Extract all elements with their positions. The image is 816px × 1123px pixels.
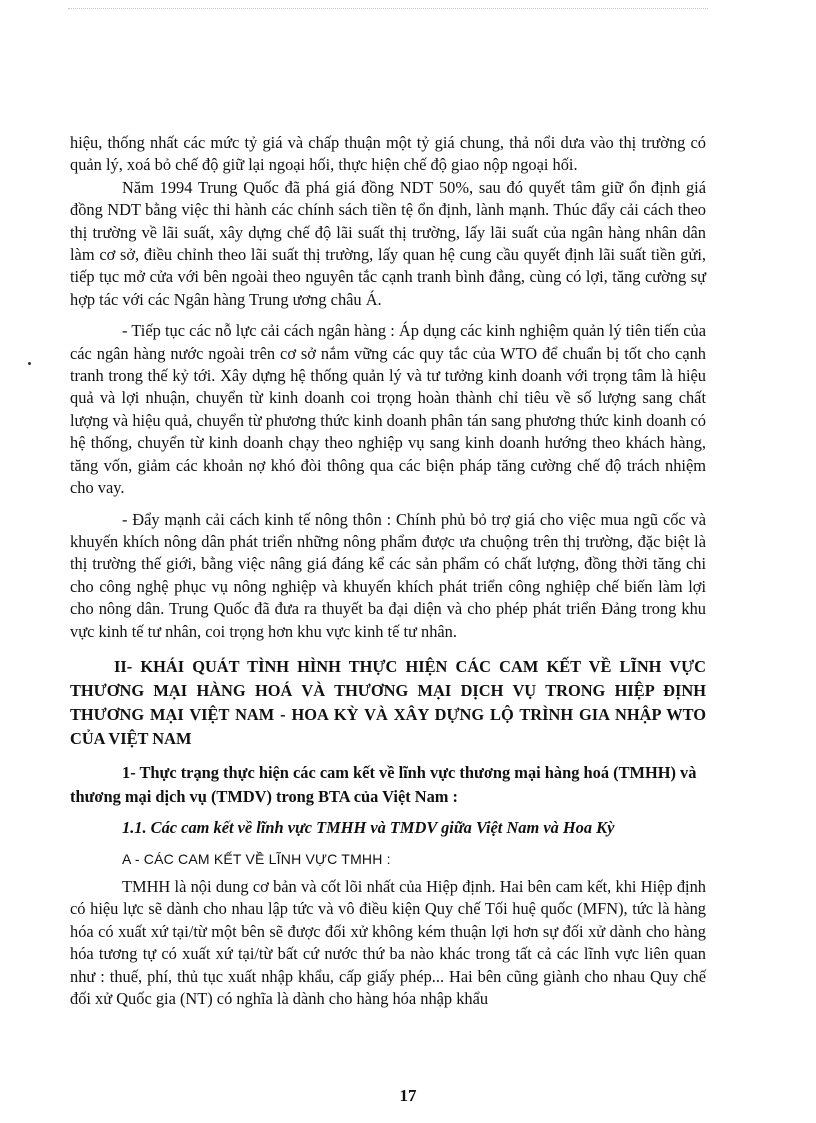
document-page <box>70 132 706 1010</box>
subheading-a: A - CÁC CAM KẾT VỀ LĨNH VỰC TMHH : <box>122 850 391 867</box>
margin-mark <box>28 362 31 365</box>
paragraph-1: hiệu, thống nhất các mức tỷ giá và chấp thuận một tỷ giá chung, thả nổi dưa vào thị trường có quản lý, xoá bỏ chế độ giữ lại ngoại hối, thực hiện chế độ giao nộp ngoại hối. <box>70 133 706 175</box>
top-rule <box>68 8 708 9</box>
paragraph-5: TMHH là nội dung cơ bản và cốt lõi nhất của Hiệp định. Hai bên cam kết, khi Hiệp định có hiệu lực sẽ dành cho nhau lập tức và vô điều kiện Quy chế Tối huệ quốc (MFN), tức là hàng hóa có xuất xứ tại/từ một bên sẽ được đối xử không kém thuận lợi hơn sự đối xử dành cho hàng hóa tương tự có xuất xứ tại/từ bất cứ nước thứ ba nào khác trong tất cả các lĩnh vực liên quan như : thuế, phí, thủ tục xuất nhập khẩu, cấp giấy phép... Hai bên cũng giành cho nhau Quy chế đối xử Quốc gia (NT) có nghĩa là dành cho hàng hóa nhập khẩu <box>70 876 706 1008</box>
paragraph-3: - Tiếp tục các nỗ lực cải cách ngân hàng : Áp dụng các kinh nghiệm quản lý tiên tiến của các ngân hàng nước ngoài trên cơ sở nắm vững các quy tắc của WTO để chuẩn bị tốt cho cạnh tranh trong thế kỷ tới. Xây dựng hệ thống quản lý và tư tưởng kinh doanh với trọng tâm là hiệu quả và lợi nhuận, chuyển từ kinh doanh coi trọng hoàn thành chỉ tiêu về số lượng sang chất lượng và hiệu quả, chuyển từ phương thức kinh doanh phân tán sang phương thức kinh doanh có hệ thống, chuyển từ kinh doanh chạy theo nghiệp vụ sang kinh doanh hướng theo khách hàng, tăng vốn, giảm các khoản nợ khó đòi thông qua các biện pháp tăng cường chế độ trách nhiệm cho vay. <box>70 321 706 498</box>
paragraph-2: Năm 1994 Trung Quốc đã phá giá đồng NDT 50%, sau đó quyết tâm giữ ổn định giá đồng NDT bằng việc thi hành các chính sách tiền tệ ổn định, lành mạnh. Thúc đẩy cải cách theo thị trường về lãi suất, xây dựng chế độ lãi suất thị trường, lấy lãi suất của ngân hàng nhân dân làm cơ sở, điều chỉnh theo lãi suất thị trường, lấy quan hệ cung cầu quyết định lãi suất tiền gửi, tiếp tục mở cửa với bên ngoài theo nguyên tắc cạnh tranh bình đẳng, cùng có lợi, tăng cường sự hợp tác với các Ngân hàng Trung ương châu Á. <box>70 177 706 309</box>
section-heading-ii: II- KHÁI QUÁT TÌNH HÌNH THỰC HIỆN CÁC CAM KẾT VỀ LĨNH VỰC THƯƠNG MẠI HÀNG HOÁ VÀ THƯƠNG MẠI DỊCH VỤ TRONG HIỆP ĐỊNH THƯƠNG MẠI VIỆT NAM - HOA KỲ VÀ XÂY DỰNG LỘ TRÌNH GIA NHẬP WTO CỦA VIỆT NAM <box>70 656 706 748</box>
page-number: 17 <box>399 1086 417 1105</box>
section-heading-1: 1- Thực trạng thực hiện các cam kết về lĩnh vực thương mại hàng hoá (TMHH) và thương mại dịch vụ (TMDV) trong BTA của Việt Nam : <box>70 762 697 806</box>
section-heading-1-1: 1.1. Các cam kết về lĩnh vực TMHH và TMDV giữa Việt Nam và Hoa Kỳ <box>122 817 615 837</box>
paragraph-4: - Đẩy mạnh cải cách kinh tế nông thôn : Chính phủ bỏ trợ giá cho việc mua ngũ cốc và khuyến khích nông dân phát triển những nông phẩm được ưa chuộng trên thị trường, đặc biệt là thị trường thế giới, bằng việc nâng giá đáng kể các sản phẩm có chất lượng, đồng thời tăng chi cho công nghệ phục vụ nông nghiệp và khuyến khích phát triển công nghiệp chế biến làm lợi cho nông dân. Trung Quốc đã đưa ra thuyết ba đại diện và cho phép phát triển Đảng trong khu vực kinh tế tư nhân, coi trọng hơn khu vực kinh tế tư nhân. <box>70 509 706 641</box>
